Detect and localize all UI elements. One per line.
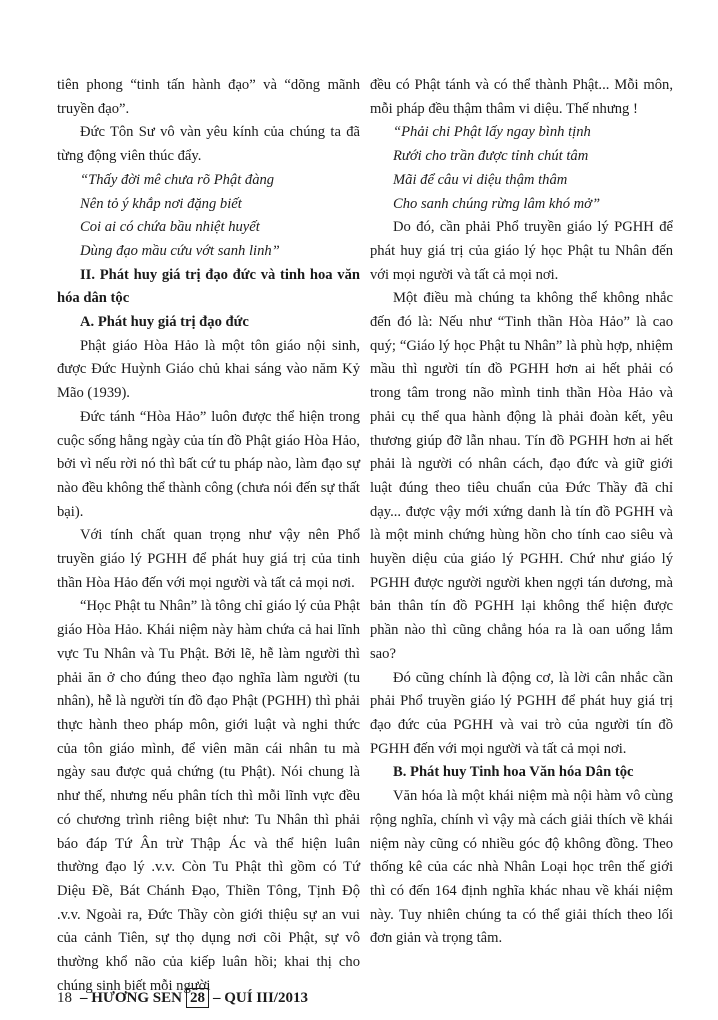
right-paragraph: Một điều mà chúng ta không thể không nhắc đến đó là: Nếu như “Tinh thần Hòa Hảo” là cao quý; “Giáo lý học Phật tu Nhân” là phù hợp, nhiệm mầu thì người tín đồ PGHH hơn ai hết phải có trong tâm trong não mình tinh thần Hòa Hảo và phải cụ thể qua hành động là phải đoàn kết, yêu thương giúp đỡ lẫn nhau. Tín đồ PGHH hơn ai hết phải là người có nhân cách, đạo đức và giữ giới luật đúng theo tiêu chuẩn của Đức Thầy đã chỉ dạy... được vậy mới xứng danh là tín đồ PGHH và là một minh chứng hùng hồn cho tính cao siêu và huyền diệu của giáo lý PGHH. Chứ như giáo lý PGHH được người người khen ngợi tán dương, mà bản thân tín đồ PGHH lại không thể hiện được phần nào thì cũng chẳng hóa ra là oan uổng lắm sao? xyxy=(370,290,673,662)
left-verse-line: Dùng đạo mầu cứu vớt sanh linh” xyxy=(80,242,280,259)
issue-number-box: 28 xyxy=(186,988,209,1008)
left-paragraph: Đức Tôn Sư vô vàn yêu kính của chúng ta đã từng động viên thúc đẩy. xyxy=(57,124,360,165)
magazine-title: – HƯƠNG SEN xyxy=(80,989,182,1006)
right-column xyxy=(370,74,673,951)
right-paragraph: Do đó, cần phải Phổ truyền giáo lý PGHH để phát huy giá trị của giáo lý học Phật tu Nhân đến với mọi người và tất cả mọi nơi. xyxy=(370,219,673,283)
left-paragraph: Với tính chất quan trọng như vậy nên Phổ truyền giáo lý PGHH để phát huy giá trị của tinh thần Hòa Hảo đến với mọi người và tất cả mọi nơi. xyxy=(57,527,360,591)
page-footer xyxy=(57,988,308,1008)
right-paragraph: Đó cũng chính là động cơ, là lời cân nhắc cần phải Phổ truyền giáo lý PGHH để phát huy giá trị đạo đức của PGHH và vai trò của người tín đồ PGHH đến với mọi người và tất cả mọi nơi. xyxy=(370,669,673,757)
right-paragraph: đều có Phật tánh và có thể thành Phật... Mỗi môn, mỗi pháp đều thậm thâm vi diệu. Thế nhưng ! xyxy=(370,77,673,117)
left-verse-line: Coi ai có chứa bầu nhiệt huyết xyxy=(80,219,260,236)
left-verse-line: “Thấy đời mê chưa rõ Phật đàng xyxy=(80,171,275,188)
right-verse-line: Rưới cho trần được tỉnh chút tâm xyxy=(393,148,589,165)
left-subsection-heading: A. Phát huy giá trị đạo đức xyxy=(80,314,249,331)
left-section-heading: II. Phát huy giá trị đạo đức và tinh hoa văn hóa dân tộc xyxy=(57,266,360,307)
page-number: 18 xyxy=(57,989,72,1006)
left-paragraph: “Học Phật tu Nhân” là tông chỉ giáo lý của Phật giáo Hòa Hảo. Khái niệm này hàm chứa cả hai lĩnh vực Tu Nhân và Tu Phật. Bởi lẽ, hễ làm người thì phải ăn ở cho đúng theo đạo nghĩa làm người (tu nhân), hễ là người tín đồ đạo Phật (PGHH) thì phải thực hành theo pháp môn, giới luật và nghi thức của tôn giáo mình, để viên mãn cái nhân tu mà ngày sau được quả chứng (tu Phật). Nói chung là như thế, nhưng nếu phân tích thì mỗi lĩnh vực đều có chương trình riêng biệt như: Tu Nhân thì phải báo đáp Tứ Ân trừ Thập Ác và thể hiện luân thường đạo lý .v.v. Còn Tu Phật thì gồm có Tứ Diệu Đề, Bát Chánh Đạo, Thiền Tông, Tịnh Độ .v.v. Ngoài ra, Đức Thầy còn giới thiệu sự an vui của cảnh Tiên, sự thọ dụng nơi cõi Phật, sự vô thường khổ não của kiếp luân hồi; khai thị cho chúng sinh biết mỗi người xyxy=(57,598,360,994)
right-verse-line: Cho sanh chúng rừng lâm khó mở” xyxy=(393,195,601,212)
left-paragraph: Phật giáo Hòa Hảo là một tôn giáo nội sinh, được Đức Huỳnh Giáo chủ khai sáng vào năm Kỷ Mão (1939). xyxy=(57,337,360,402)
right-verse-line: Mãi để câu vi diệu thậm thâm xyxy=(393,171,568,188)
right-subsection-heading: B. Phát huy Tinh hoa Văn hóa Dân tộc xyxy=(393,764,634,781)
left-verse-line: Nên tỏ ý khắp nơi đặng biết xyxy=(80,195,242,212)
right-verse-line: “Phải chi Phật lấy ngay bình tịnh xyxy=(393,124,591,141)
right-paragraph: Văn hóa là một khái niệm mà nội hàm vô cùng rộng nghĩa, chính vì vậy mà cách giải thích về khái niệm này cũng có nhiều góc độ không đồng. Theo thống kê của các nhà Nhân Loại học trên thế giới thì có đến 164 định nghĩa khác nhau về khái niệm này. Tuy nhiên chúng ta có thể giải thích theo lối đơn giản và trọng tâm. xyxy=(370,788,673,947)
left-column xyxy=(57,74,360,998)
left-paragraph: tiên phong “tinh tấn hành đạo” và “dõng mãnh truyền đạo”. xyxy=(57,77,360,117)
issue-date: – QUÍ III/2013 xyxy=(212,989,308,1006)
left-paragraph: Đức tánh “Hòa Hảo” luôn được thể hiện trong cuộc sống hằng ngày của tín đồ Phật giáo Hòa Hảo, bởi vì nếu rời nó thì bất cứ tu pháp nào, làm đạo sự nào đều không thể thành công (chưa nói đến sự thất bại). xyxy=(57,408,360,520)
